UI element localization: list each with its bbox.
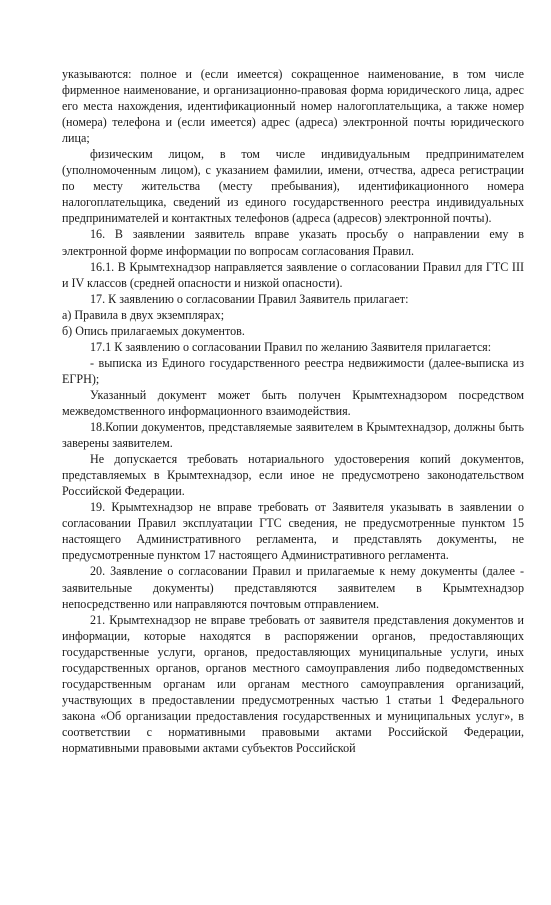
paragraph-17-1: 17.1 К заявлению о согласовании Правил по желанию Заявителя прилагается: [90,339,492,354]
paragraph-egrn-extract: - выписка из Единого государственного реестра недвижимости (далее-выписка из ЕГРН); [62,355,524,386]
paragraph-17-a: а) Правила в двух экземплярах; [62,307,225,322]
paragraph-21: 21. Крымтехнадзор не вправе требовать от заявителя представления документов и информации, которые находятся в распоряжении органов, предоставляющих государственные услуги, органов, предоставляющих муниципальные услуги, иных государственных органов, органов местного самоуправления либо подведомственных государственным органам или органам местного самоуправления организаций, участвующих в предоставлении предусмотренных частью 1 статьи 1 Федерального закона «Об организации предоставления государственных и муниципальных услуг», в соответствии с нормативными правовыми актами Российской Федерации, нормативными правовыми актами субъектов Российской [62,612,524,755]
paragraph-notary: Не допускается требовать нотариального удостоверения копий документов, представляемых в Крымтехнадзор, если иное не предусмотрено законодательством Российской Федерации. [62,452,524,499]
paragraph-19: 19. Крымтехнадзор не вправе требовать от Заявителя указывать в заявлении о согласовании Правил эксплуатации ГТС сведения, не предусмотренные пунктом 15 настоящего Административного регламента, и представлять документы, не предусмотренные пунктом 17 настоящего Административного регламента. [62,500,524,563]
paragraph-20: 20. Заявление о согласовании Правил и прилагаемые к нему документы (далее - заявительные документы) представляются заявителем в Крымтехнадзор непосредственно или направляются почтовым отправлением. [62,564,524,611]
paragraph-18: 18.Копии документов, представляемые заявителем в Крымтехнадзор, должны быть заверены заявителем. [62,420,524,451]
paragraph-16-1: 16.1. В Крымтехнадзор направляется заявление о согласовании Правил для ГТС III и IV классов (средней опасности и низкой опасности). [62,259,524,290]
paragraph-applicant-legal-entity: указываются: полное и (если имеется) сокращенное наименование, в том числе фирменное наименование, и организационно-правовая форма юридического лица, адрес его места нахождения, идентификационный номер налогоплательщика, а также номер (номера) телефона и (если имеется) адрес (адреса) электронной почты юридического лица; [62,67,524,146]
paragraph-interagency: Указанный документ может быть получен Крымтехнадзором посредством межведомственного информационного взаимодействия. [62,387,524,418]
paragraph-applicant-individual: физическим лицом, в том числе индивидуальным предпринимателем (уполномоченным лицом), с указанием фамилии, имени, отчества, адреса регистрации по месту жительства (месту пребывания), идентификационного номера налогоплательщика, сведений из единого государственного реестра индивидуальных предпринимателей и контактных телефонов (адреса (адресов) электронной почты). [62,147,524,226]
paragraph-16: 16. В заявлении заявитель вправе указать просьбу о направлении ему в электронной форме информации по вопросам согласования Правил. [62,227,524,258]
document-page [62,66,524,756]
paragraph-17-b: б) Опись прилагаемых документов. [62,323,245,338]
paragraph-17: 17. К заявлению о согласовании Правил Заявитель прилагает: [90,291,409,306]
